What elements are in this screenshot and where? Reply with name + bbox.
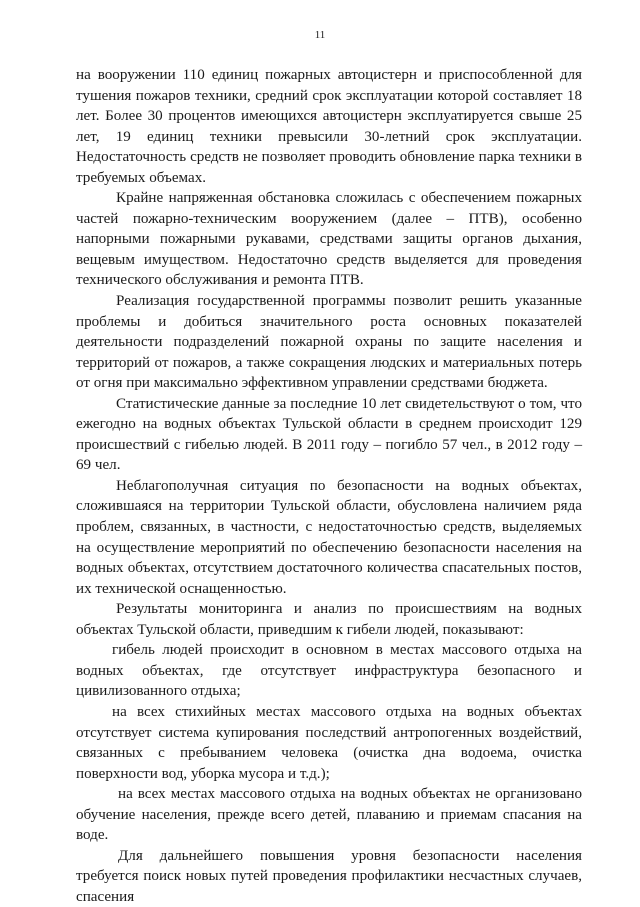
page-number: 11 [314,29,326,41]
paragraph-water-statistics: Статистические данные за последние 10 лет свидетельствуют о том, что ежегодно на водных объектах Тульской области в среднем происходит 129 происшествий с гибелью людей. В 2011 году – погибло 57 чел., в 2012 году – 69 чел. [76,395,582,474]
paragraph-ptv-equipment: Крайне напряженная обстановка сложилась с обеспечением пожарных частей пожарно-техническим вооружением (далее – ПТВ), особенно напорными пожарными рукавами, средствами защиты органов дыхания, вещевым имуществом. Недостаточно средств выделяется для проведения технического обслуживания и ремонта ПТВ. [76,190,582,289]
list-item-deaths-location: гибель людей происходит в основном в местах массового отдыха на водных объектах, где отсутствует инфраструктура безопасного и цивилизованного отдыха; [76,642,582,700]
list-item-no-training: на всех местах массового отдыха на водных объектах не организовано обучение населения, прежде всего детей, плаванию и приемам спасания на воде. [76,786,582,844]
paragraph-further-safety: Для дальнейшего повышения уровня безопасности населения требуется поиск новых путей проведения профилактики несчастных случаев, спасения [76,847,582,905]
paragraph-water-safety-situation: Неблагополучная ситуация по безопасности на водных объектах, сложившаяся на территории Тульской области, обусловлена наличием ряда проблем, связанных, в частности, с недостаточностью средств, выделяемых на осуществление мероприятий по обеспечению безопасности населения на водных объектах, отсутствием достаточного количества спасательных постов, их технической оснащенностью. [76,477,582,597]
paragraph-fire-trucks: на вооружении 110 единиц пожарных автоцистерн и приспособленной для тушения пожаров техники, средний срок эксплуатации которой составляет 18 лет. Более 30 процентов имеющихся автоцистерн эксплуатируется свыше 25 лет, 19 единиц техники превысили 30-летний срок эксплуатации. Недостаточность средств не позволяет проводить обновление парка техники в требуемых объемах. [76,67,582,186]
paragraph-program-implementation: Реализация государственной программы позволит решить указанные проблемы и добиться значительного роста основных показателей деятельности подразделений пожарной охраны по защите населения и территорий от пожаров, а также сокращения людских и материальных потерь от огня при максимально эффективном управлении средствами бюджета. [76,293,582,392]
list-item-no-mitigation-system: на всех стихийных местах массового отдыха на водных объектах отсутствует система купирования последствий антропогенных воздействий, связанных с пребыванием человека (очистка дна водоема, очистка поверхности вод, уборка мусора и т.д.); [76,703,582,782]
paragraph-monitoring-results: Результаты мониторинга и анализ по происшествиям на водных объектах Тульской области, приведшим к гибели людей, показывают: [76,601,582,638]
document-body [76,65,582,907]
